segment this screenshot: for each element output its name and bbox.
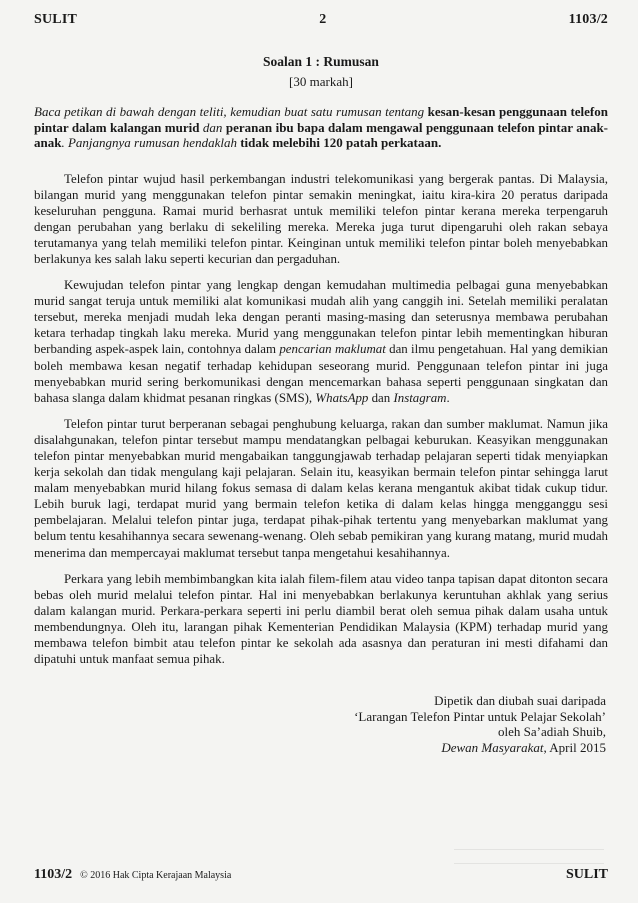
passage-paragraph-2: Kewujudan telefon pintar yang lengkap dengan kemudahan multimedia pelbagai guna menyebabkan murid sangat teruja untuk memiliki alat komunikasi mudah alih yang canggih ini. Setelah memiliki peralatan tersebut, mereka menjadi mudah leka dengan peranti masing-masing dan seterusnya membawa perubahan ketara terhadap tingkah laku mereka. Murid yang menggunakan telefon pintar lebih mementingkan hiburan berbanding aspek-aspek lain, contohnya dalam pencarian maklumat dan ilmu pengetahuan. Hal yang demikian boleh membawa kesan negatif terhadap kehidupan seseorang murid. Penggunaan telefon pintar ini juga menyebabkan murid sering berkomunikasi dengan mencemarkan bahasa seperti penggunaan singkatan dan bahasa slanga dalam khidmat pesanan ringkas (SMS), WhatsApp dan Instagram. bbox=[34, 278, 608, 405]
question-marks: [30 markah] bbox=[289, 74, 353, 89]
footer-copyright: © 2016 Hak Cipta Kerajaan Malaysia bbox=[80, 870, 232, 881]
paper-code: 1103/2 bbox=[568, 12, 608, 27]
passage-paragraph-1: Telefon pintar wujud hasil perkembangan industri telekomunikasi yang bergerak pantas. Di Malaysia, bilangan murid yang menggunakan telefon pintar semakin meningkat, iaitu kira-kira 20 peratus daripada keseluruhan pengguna. Ramai murid berhasrat untuk memiliki telefon pintar kerana mereka terpengaruh dengan perubahan yang berlaku di sekeliling mereka. Mereka juga turut dipengaruhi oleh rakan sebaya terutamanya yang telah memiliki telefon pintar. Keinginan untuk memiliki telefon pintar boleh menyebabkan berlakunya kes salah laku seperti kecurian dan pergaduhan. bbox=[34, 171, 608, 266]
passage-paragraph-3: Telefon pintar turut berperanan sebagai penghubung keluarga, rakan dan sumber maklumat. Namun jika disalahgunakan, telefon pintar tersebut mampu mendatangkan pelbagai keburukan. Keasyikan menggunakan telefon pintar menyebabkan murid mengabaikan tanggungjawab terhadap pelajaran seperti tidak menyiapkan kerja sekolah dan tidak mengulang kaji pelajaran. Selain itu, keasyikan bermain telefon pintar sehingga larut malam menyebabkan murid hilang fokus semasa di dalam kelas kerana mengantuk akibat tidak cukup tidur. Lebih buruk lagi, terdapat murid yang bermain telefon ketika di dalam kelas hingga mengganggu sesi pembelajaran. Melalui telefon pintar juga, terdapat pihak-pihak tertentu yang menyebarkan maklumat yang belum tentu kesahihannya secara sewenang-wenang. Oleh sebab pemikiran yang kurang matang, murid mudah menerima dan mempercayai maklumat tersebut tanpa mengetahui kesahihannya. bbox=[34, 416, 608, 560]
footer-paper-code: 1103/2 bbox=[34, 867, 73, 882]
page-footer bbox=[34, 865, 608, 883]
question-title: Soalan 1 : Rumusan bbox=[263, 54, 379, 69]
passage bbox=[34, 171, 608, 668]
page-header bbox=[34, 12, 608, 28]
header-classification: SULIT bbox=[34, 12, 78, 27]
footer-classification: SULIT bbox=[565, 867, 608, 882]
source-citation: Dipetik dan diubah suai daripada ‘Larangan Telefon Pintar untuk Pelajar Sekolah’ oleh Sa’adiah Shuib, Dewan Masyarakat, April 2015 bbox=[354, 693, 606, 755]
instruction: Baca petikan di bawah dengan teliti, kemudian buat satu rumusan tentang kesan-kesan penggunaan telefon pintar dalam kalangan murid dan peranan ibu bapa dalam mengawal penggunaan telefon pintar anak-anak. Panjangnya rumusan hendaklah tidak melebihi 120 patah perkataan. bbox=[34, 104, 609, 150]
page-number: 2 bbox=[319, 12, 327, 27]
show-through-text bbox=[454, 839, 604, 867]
passage-paragraph-4: Perkara yang lebih membimbangkan kita ialah filem-filem atau video tanpa tapisan dapat ditonton secara bebas oleh murid melalui telefon pintar. Hal ini menyebabkan berlakunya keruntuhan akhlak yang serius dalam kalangan murid. Perkara-perkara seperti ini perlu diambil berat oleh semua pihak dalam usaha untuk membendungnya. Oleh itu, larangan pihak Kementerian Pendidikan Malaysia (KPM) terhadap murid yang membawa telefon bimbit atau telefon pintar ke sekolah ada asasnya dan peraturan ini mesti difahami dan dipatuhi untuk manfaat semua pihak. bbox=[34, 571, 608, 667]
